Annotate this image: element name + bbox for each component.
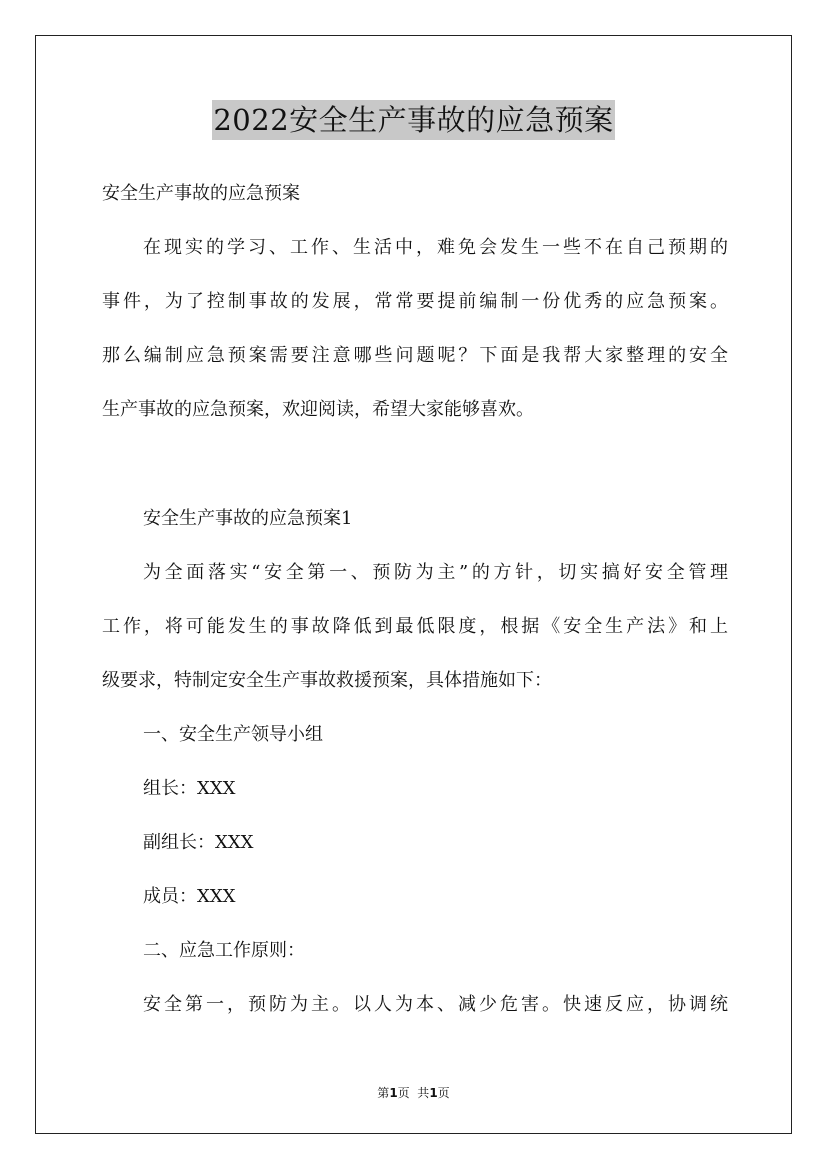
footer-suffix: 页	[437, 1086, 450, 1100]
section-line: 为全面落实“安全第一、预防为主”的方针，切实搞好安全管理	[143, 562, 728, 583]
principles-line: 安全第一，预防为主。以人为本、减少危害。快速反应，协调统	[143, 994, 728, 1015]
title-container	[0, 100, 827, 140]
intro-line: 事件，为了控制事故的发展，常常要提前编制一份优秀的应急预案。	[102, 291, 728, 312]
intro-line: 在现实的学习、工作、生活中，难免会发生一些不在自己预期的	[143, 237, 728, 258]
footer-prefix: 第	[377, 1086, 390, 1100]
document-title: 2022安全生产事故的应急预案	[212, 100, 614, 140]
section-line: 级要求，特制定安全生产事故救援预案，具体措施如下：	[102, 670, 552, 691]
footer-total-pages: 1	[429, 1086, 438, 1100]
footer-mid: 页 共	[397, 1086, 430, 1100]
footer-page-number: 1	[389, 1086, 398, 1100]
section-line: 工作，将可能发生的事故降低到最低限度，根据《安全生产法》和上	[102, 616, 728, 637]
leader-line: 组长：XXX	[143, 778, 236, 799]
principles-heading: 二、应急工作原则：	[143, 940, 305, 961]
document-subtitle: 安全生产事故的应急预案	[102, 183, 300, 204]
members-line: 成员：XXX	[143, 886, 236, 907]
group-heading: 一、安全生产领导小组	[143, 724, 323, 745]
intro-line: 那么编制应急预案需要注意哪些问题呢？下面是我帮大家整理的安全	[102, 345, 728, 366]
intro-line: 生产事故的应急预案，欢迎阅读，希望大家能够喜欢。	[102, 399, 534, 420]
section-heading: 安全生产事故的应急预案1	[143, 508, 353, 529]
page-footer	[0, 1084, 827, 1101]
deputy-leader-line: 副组长：XXX	[143, 832, 254, 853]
